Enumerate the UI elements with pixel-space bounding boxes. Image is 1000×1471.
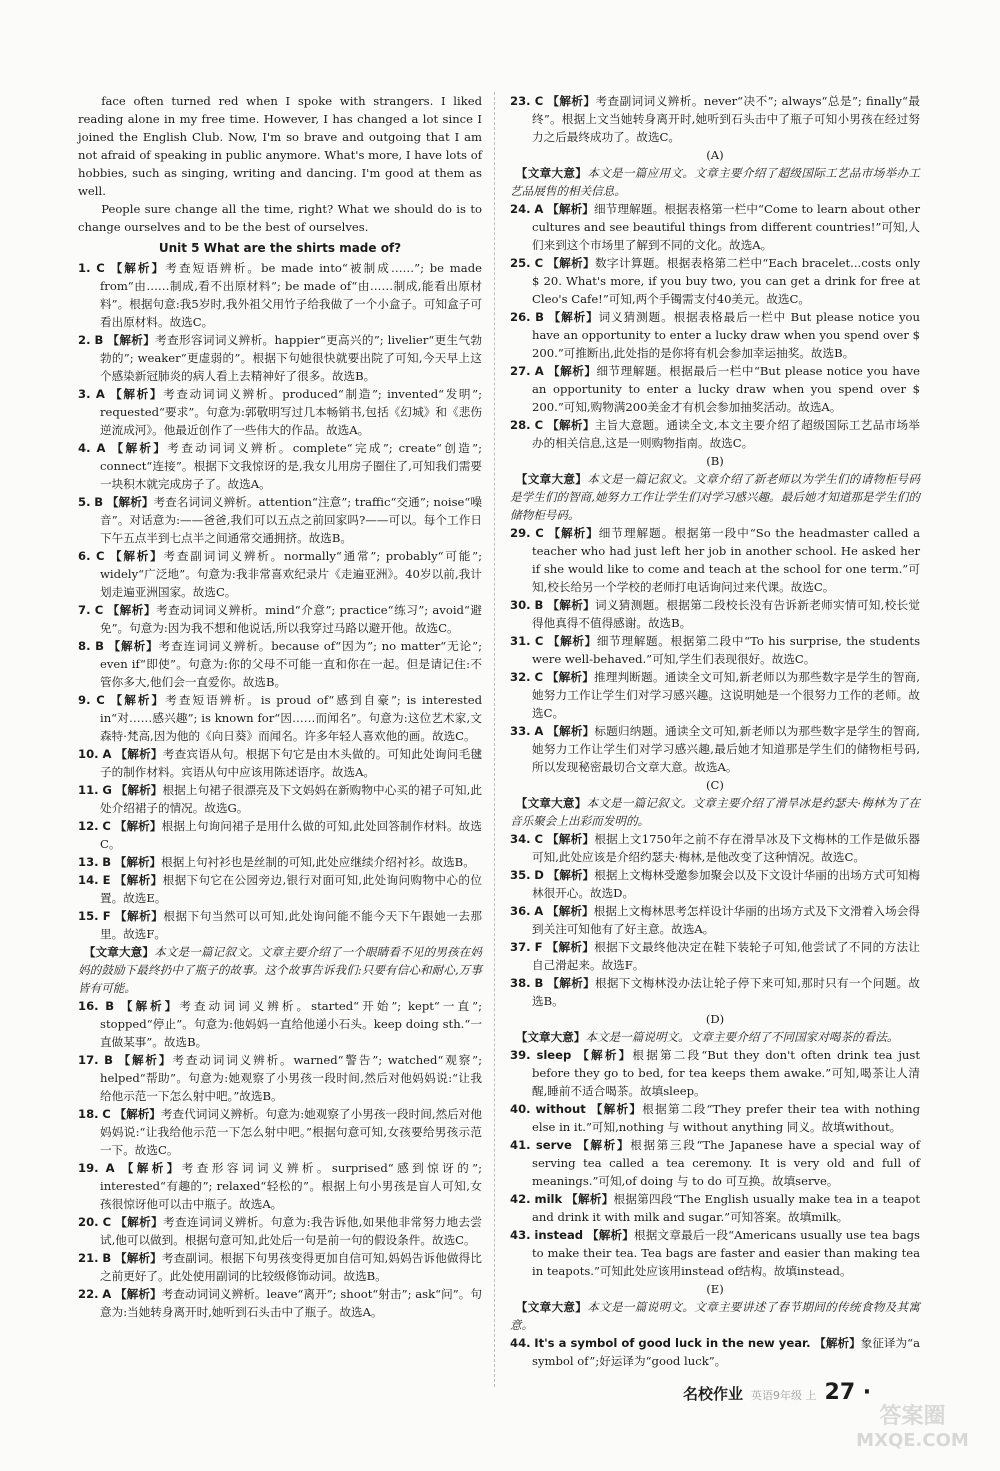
- answer-number: 16.: [78, 999, 99, 1013]
- answer-item: [510, 830, 920, 866]
- answer-key: G: [102, 783, 112, 797]
- answer-number: 32.: [510, 670, 531, 684]
- answer-item: [78, 1105, 482, 1159]
- answer-key: B: [104, 1053, 113, 1067]
- answer-key: A: [534, 202, 544, 216]
- answer-key: A: [95, 387, 105, 401]
- answer-item: [78, 1159, 482, 1213]
- summary-tag: 【文章大意】: [515, 796, 587, 810]
- answer-item: [510, 722, 920, 776]
- answer-number: 22.: [78, 1287, 99, 1301]
- analysis-text: 考查连词词义辨析。句意为:我告诉他,如果他非常努力地去尝试,他可以做到。根据句意可知,此处后一句是前一句的假设条件。故选C。: [100, 1215, 483, 1247]
- answer-item: [78, 601, 482, 637]
- answer-item: [510, 1190, 920, 1226]
- answer-key: B: [534, 976, 544, 990]
- answer-key: E: [102, 873, 111, 887]
- answer-key: C: [102, 1107, 111, 1121]
- analysis-tag: 【解析】: [115, 747, 163, 761]
- answer-list: [510, 1046, 920, 1280]
- answer-key: B: [95, 639, 104, 653]
- answer-number: 25.: [510, 256, 531, 270]
- answer-number: 21.: [78, 1251, 99, 1265]
- analysis-tag: 【解析】: [109, 549, 164, 563]
- answer-number: 10.: [78, 747, 99, 761]
- answer-key: C: [96, 693, 105, 707]
- answer-number: 43.: [510, 1228, 531, 1242]
- summary: [510, 1298, 920, 1334]
- analysis-tag: 【解析】: [114, 1107, 161, 1121]
- section-label: (C): [706, 778, 724, 792]
- analysis-text: 细节理解题。根据第一段中“So the headmaster called a teacher who had just left her job in another school. He asked her if she would like to come and teach at the school for one term.”可知,校长给另一个学校的老师打电话询问过来代课。故选C。: [532, 526, 920, 594]
- analysis-text: 考查短语辨析。be made into“被制成……”; be made from“由……制成,看不出原材料”; be made of“由……制成,能看出原材料”。根据句意:我5岁时,我外祖父用竹子给我做了一个小盒子。可知盒子可看出原材料。故选C。: [100, 261, 482, 329]
- answer-number: 13.: [78, 855, 99, 869]
- analysis-text: 考查动词词义辨析。complete“完成”; create“创造”; connect“连接”。根据下文我惊讶的是,我女儿用房子圈住了,可知我们需要一块积木就完成房子了。故选A。: [100, 441, 482, 491]
- answer-number: 34.: [510, 832, 531, 846]
- answer-item: [510, 1046, 920, 1100]
- section-label: (B): [706, 454, 724, 468]
- answer-item: [78, 745, 482, 781]
- answer-key: B: [94, 495, 104, 509]
- analysis-text: 考查动词词义辨析。mind“介意”; practice“练习”; avoid“避免”。句意为:因为我不想和他说话,所以我穿过马路以避开他。故选C。: [100, 603, 483, 635]
- analysis-tag: 【解析】: [547, 976, 595, 990]
- analysis-tag: 【解析】: [548, 310, 599, 324]
- summary-text: 本文是一篇记叙文。文章主要介绍了一个眼睛看不见的男孩在妈妈的鼓励下最终扔中了瓶子的故事。这个故事告诉我们:只要有信心和耐心,万事皆有可能。: [78, 945, 482, 995]
- answer-key: C: [534, 832, 543, 846]
- summary-text: 本文是一篇说明文。文章主要讲述了春节期间的传统食物及其寓意。: [510, 1300, 920, 1332]
- analysis-tag: 【解析】: [546, 832, 595, 846]
- answer-key: C: [534, 256, 544, 270]
- analysis-tag: 【解析】: [586, 1228, 635, 1242]
- answer-item: [510, 596, 920, 632]
- analysis-text: 考查形容词词义辨析。happier“更高兴的”; livelier“更生气勃勃的”; weaker“更虚弱的”。根据下句她很快就要出院了可知,今天早上这个感染新冠肺炎的病人看上去精神好了很多。故选B。: [100, 333, 482, 383]
- answer-number: 42.: [510, 1192, 531, 1206]
- analysis-text: 根据上句询问裙子是用什么做的可知,此处回答制作材料。故选C。: [100, 819, 483, 851]
- answer-number: 27.: [510, 364, 531, 378]
- analysis-tag: 【解析】: [121, 1161, 182, 1175]
- answer-item: [510, 200, 920, 254]
- answer-key: instead: [534, 1228, 584, 1242]
- answer-item: [78, 331, 482, 385]
- summary-text: 本文是一篇应用文。文章主要介绍了超级国际工艺品市场举办工艺品展售的相关信息。: [510, 166, 920, 198]
- answer-number: 28.: [510, 418, 531, 432]
- analysis-text: 主旨大意题。通读全文,本文主要介绍了超级国际工艺品市场举办的相关信息,这是一则购物指南。故选C。: [532, 418, 921, 450]
- summary-tag: 【文章大意】: [515, 1030, 586, 1044]
- analysis-text: 根据上文梅林思考怎样设计华丽的出场方式及下文滑着入场会得到关注可知他有了好主意。故选A。: [532, 904, 920, 936]
- analysis-tag: 【解析】: [115, 1251, 162, 1265]
- analysis-tag: 【解析】: [110, 261, 166, 275]
- answer-item: [78, 259, 482, 331]
- summary: [510, 794, 920, 830]
- analysis-text: 根据下文最终他决定在鞋下装轮子可知,他尝试了不同的方法让自己滑起来。故选F。: [532, 940, 921, 972]
- analysis-tag: 【解析】: [111, 441, 168, 455]
- answer-number: 12.: [78, 819, 99, 833]
- answer-item: [510, 1226, 920, 1280]
- analysis-text: 考查动词词义辨析。warned“警告”; watched“观察”; helped“帮助”。句意为:她观察了小男孩一段时间,然后对他妈妈说:“让我给他示范一下怎么射中吧。”故选B。: [100, 1053, 483, 1103]
- watermark-url: MXQE.COM: [856, 1430, 969, 1451]
- answer-key: C: [534, 670, 543, 684]
- answer-item: [510, 308, 920, 362]
- analysis-text: 考查名词词义辨析。attention“注意”; traffic“交通”; noise“噪音”。对话意为:——爸爸,我们可以五点之前回家吗?——可以。每个工作日下午五点半到七点半之间通常交通拥挤。故选B。: [100, 495, 482, 545]
- left-column: [78, 92, 482, 1321]
- analysis-tag: 【解析】: [548, 526, 599, 540]
- answer-item: [78, 871, 482, 907]
- analysis-tag: 【解析】: [547, 868, 595, 882]
- answer-key: C: [534, 418, 544, 432]
- answer-item: [78, 1051, 482, 1105]
- analysis-tag: 【解析】: [110, 693, 166, 707]
- summary: [510, 470, 920, 524]
- summary-tag: 【文章大意】: [515, 1300, 588, 1314]
- analysis-text: 考查动词词义辨析。produced“制造”; invented“发明”; requested“要求”。句意为:郭敬明写过几本畅销书,包括《幻城》和《悲伤逆流成河》。他最近创作了一些伟大的作品。故选A。: [100, 387, 483, 437]
- answer-key: C: [534, 94, 544, 108]
- answer-item: [78, 1213, 482, 1249]
- answer-key: sleep: [536, 1048, 572, 1062]
- answer-key: B: [105, 999, 115, 1013]
- answer-key: without: [535, 1102, 586, 1116]
- analysis-text: 考查副词词义辨析。normally“通常”; probably“可能”; widely“广泛地”。句意为:我非常喜欢纪录片《走遍亚洲》。40岁以前,我计划走遍亚洲国家。故选C。: [100, 549, 482, 599]
- analysis-text: 根据第二段“They prefer their tea with nothing else in it.”可知,nothing 与 without anything 同义。故填without。: [532, 1102, 921, 1134]
- analysis-tag: 【解析】: [547, 256, 596, 270]
- summary: [510, 164, 920, 200]
- answer-key: A: [105, 1161, 115, 1175]
- answer-list: [510, 1334, 920, 1370]
- answer-number: 6.: [78, 549, 91, 563]
- answer-item: [78, 781, 482, 817]
- analysis-text: 考查连词词义辨析。because of“因为”; no matter“无论”; even if“即使”。句意为:你的父母不可能一直和你在一起。但是请记住:不管你多大,他们会一直爱你。故选B。: [100, 639, 482, 689]
- analysis-text: 标题归纳题。通读全文可知,新老师以为那些数字是学生的智商,她努力工作让学生们对学习感兴趣,最后她才知道那是学生们的储物柜号码,所以发现秘密最切合文章大意。故选A。: [532, 724, 920, 774]
- answer-key: milk: [534, 1192, 563, 1206]
- answer-key: C: [96, 261, 105, 275]
- answer-number: 9.: [78, 693, 91, 707]
- analysis-text: 考查动词词义辨析。started“开始”; kept“一直”; stopped“停止”。句意为:他妈妈一直给他递小石头。keep doing sth.“一直做某事”。故选B。: [100, 999, 482, 1049]
- answer-item: [78, 637, 482, 691]
- answer-key: A: [96, 441, 106, 455]
- answer-key: serve: [535, 1138, 572, 1152]
- answer-item: [78, 907, 482, 943]
- answer-key: C: [95, 549, 105, 563]
- analysis-tag: 【解析】: [590, 1102, 643, 1116]
- right-column: [510, 92, 920, 1370]
- summary-tag: 【文章大意】: [83, 945, 155, 959]
- answer-number: 5.: [78, 495, 91, 509]
- answer-item: [78, 493, 482, 547]
- footer-grade: 英语9年级 上: [751, 1389, 817, 1402]
- answer-key: C: [535, 526, 544, 540]
- answer-number: 18.: [78, 1107, 99, 1121]
- answer-number: 7.: [78, 603, 91, 617]
- answer-number: 17.: [78, 1053, 99, 1067]
- analysis-tag: 【解析】: [114, 873, 163, 887]
- analysis-tag: 【解析】: [114, 855, 162, 869]
- analysis-text: 考查副词词义辨析。never“决不”; always“总是”; finally“最终”。根据上文当她转身离开时,她听到石头击中了瓶子可知小男孩在经过努力之后最终成功了。故选C。: [532, 94, 921, 144]
- answer-number: 29.: [510, 526, 531, 540]
- analysis-tag: 【解析】: [114, 909, 164, 923]
- answer-number: 3.: [78, 387, 91, 401]
- summary-text: 本文是一篇记叙文。文章主要介绍了滑旱冰是约瑟夫·梅林为了在音乐聚会上出彩而发明的。: [510, 796, 920, 828]
- answer-key: It's a symbol of good luck in the new year.: [534, 1336, 811, 1350]
- analysis-text: 根据下句它在公园旁边,银行对面可知,此处询问购物中心的位置。故选E。: [100, 873, 482, 905]
- answer-key: D: [534, 868, 544, 882]
- page-number: 27 ·: [824, 1380, 872, 1405]
- answer-key: B: [94, 333, 104, 347]
- answer-item: [510, 416, 920, 452]
- analysis-text: 根据下文梅林没办法让轮子停下来可知,那时只有一个问题。故选B。: [532, 976, 921, 1008]
- analysis-tag: 【解析】: [115, 1287, 162, 1301]
- analysis-tag: 【解析】: [547, 94, 596, 108]
- section-label: (E): [706, 1282, 724, 1296]
- summary-tag: 【文章大意】: [515, 472, 588, 486]
- summary: [510, 1028, 920, 1046]
- analysis-tag: 【解析】: [814, 1336, 861, 1350]
- answer-item: [78, 997, 482, 1051]
- watermark-text: 答案圈: [879, 1404, 946, 1429]
- analysis-tag: 【解析】: [107, 333, 156, 347]
- answer-item: [510, 632, 920, 668]
- analysis-text: 根据第二段“But they don't often drink tea just before they go to bed, for tea keeps them awake.”可知,喝茶让人清醒,睡前不适合喝茶。故填sleep。: [532, 1048, 920, 1098]
- answer-number: 33.: [510, 724, 531, 738]
- answer-item: [510, 254, 920, 308]
- answer-number: 38.: [510, 976, 531, 990]
- answer-number: 11.: [78, 783, 99, 797]
- passage-paragraph: People sure change all the time, right? What we should do is to change ourselves and to be the best of ourselves.: [78, 202, 482, 234]
- answer-item: [78, 547, 482, 601]
- analysis-tag: 【解析】: [546, 670, 595, 684]
- answer-number: 39.: [510, 1048, 531, 1062]
- analysis-text: 考查副词。根据下句男孩变得更加自信可知,妈妈告诉他做得比之前更好了。此处使用副词的比较级修饰动词。故选B。: [100, 1251, 482, 1283]
- analysis-text: 推理判断题。通读全文可知,新老师以为那些数字是学生的智商,她努力工作让学生们对学习感兴趣。这说明她是一个很努力工作的老师。故选C。: [532, 670, 920, 720]
- analysis-text: 细节理解题。根据第二段中“To his surprise, the students were well-behaved.”可知,学生们表现很好。故选C。: [532, 634, 921, 666]
- answer-item: [78, 1249, 482, 1285]
- answer-item: [78, 439, 482, 493]
- analysis-text: 根据第三段“The Japanese have a special way of serving tea called a tea ceremony. It is very old and full of meanings.”可知,of doing 与 to do 可互换。故填serve。: [532, 1138, 921, 1188]
- summary-tag: 【文章大意】: [515, 166, 588, 180]
- answer-list: [510, 200, 920, 452]
- answer-number: 30.: [510, 598, 531, 612]
- answer-key: B: [535, 310, 544, 324]
- watermark-logo: [845, 1405, 980, 1465]
- answer-number: 4.: [78, 441, 91, 455]
- answer-item: [510, 92, 920, 146]
- answer-number: 40.: [510, 1102, 531, 1116]
- answer-number: 26.: [510, 310, 531, 324]
- analysis-tag: 【解析】: [547, 418, 595, 432]
- analysis-text: 词义猜测题。根据表格最后一栏中 But please notice you have an opportunity to enter a lucky draw when you spend over $ 200.”可推断出,此处指的是你将有机会参加幸运抽奖。故选B。: [532, 310, 920, 360]
- analysis-text: 根据上文1750年之前不存在滑旱冰及下文梅林的工作是做乐器可知,此处应该是介绍约瑟夫·梅林,是他改变了这种情况。故选C。: [532, 832, 920, 864]
- answer-key: C: [102, 819, 111, 833]
- answer-item: [510, 524, 920, 596]
- answer-number: 2.: [78, 333, 91, 347]
- answer-item: [510, 1100, 920, 1136]
- answer-list: [78, 259, 482, 943]
- analysis-tag: 【解析】: [547, 904, 594, 918]
- analysis-tag: 【解析】: [547, 634, 597, 648]
- analysis-tag: 【解析】: [108, 639, 159, 653]
- answer-item: [510, 938, 920, 974]
- analysis-text: 考查代词词义辨析。句意为:她观察了小男孩一段时间,然后对他妈妈说:“让我给他示范一下怎么射中吧。”根据句意可知,女孩要给男孩示范一下。故选C。: [100, 1107, 482, 1157]
- answer-number: 1.: [78, 261, 91, 275]
- analysis-tag: 【解析】: [566, 1192, 614, 1206]
- analysis-tag: 【解析】: [547, 202, 595, 216]
- analysis-text: 词义猜测题。根据第二段校长没有告诉新老师实情可知,校长觉得他真得不值得感谢。故选B。: [532, 598, 921, 630]
- analysis-tag: 【解析】: [118, 1053, 173, 1067]
- analysis-tag: 【解析】: [107, 603, 156, 617]
- answer-key: F: [102, 909, 111, 923]
- analysis-tag: 【解析】: [110, 387, 164, 401]
- footer-brand: 名校作业: [683, 1385, 744, 1403]
- section-label: (A): [706, 148, 724, 162]
- answer-number: 19.: [78, 1161, 99, 1175]
- page-footer: [683, 1380, 871, 1405]
- analysis-tag: 【解析】: [106, 495, 154, 509]
- answer-number: 23.: [510, 94, 531, 108]
- column-divider: [494, 92, 496, 1387]
- answer-key: A: [534, 724, 544, 738]
- summary: [78, 943, 482, 997]
- analysis-text: 数字计算题。根据表格第二栏中“Each bracelet...costs only $ 20. What's more, if you buy two, you can get a drink for free at Cleo's Cafe!”可知,两个手镯需支付40美元。故选C。: [532, 256, 921, 306]
- analysis-text: 根据上句衬衫也是丝制的可知,此处应继续介绍衬衫。故选B。: [161, 855, 475, 869]
- answer-list: [510, 830, 920, 1010]
- answer-key: B: [102, 855, 112, 869]
- summary-text: 本文是一篇说明文。文章主要介绍了不同国家对喝茶的看法。: [585, 1030, 899, 1044]
- answer-item: [510, 902, 920, 938]
- answer-list: [510, 524, 920, 776]
- answer-key: B: [534, 598, 544, 612]
- analysis-tag: 【解析】: [115, 1215, 164, 1229]
- analysis-tag: 【解析】: [115, 783, 163, 797]
- answer-item: [510, 362, 920, 416]
- answer-number: 31.: [510, 634, 531, 648]
- analysis-tag: 【解析】: [577, 1138, 631, 1152]
- analysis-tag: 【解析】: [114, 819, 162, 833]
- answer-key: A: [534, 364, 544, 378]
- answer-key: B: [102, 1251, 112, 1265]
- analysis-tag: 【解析】: [120, 999, 180, 1013]
- answer-number: 36.: [510, 904, 531, 918]
- answer-number: 15.: [78, 909, 99, 923]
- section-label: (D): [705, 1012, 725, 1026]
- answer-item: [78, 1285, 482, 1321]
- answer-key: A: [102, 1287, 112, 1301]
- answer-key: F: [534, 940, 543, 954]
- answer-item: [510, 974, 920, 1010]
- answer-item: [78, 691, 482, 745]
- answer-number: 41.: [510, 1138, 531, 1152]
- analysis-text: 细节理解题。根据最后一栏中“But please notice you have an opportunity to enter a lucky draw when you spend over $ 200.”可知,购物满200美金才有机会参加抽奖活动。故选A。: [532, 364, 921, 414]
- passage-paragraph: face often turned red when I spoke with strangers. I liked reading alone in my free time. However, I has changed a lot since I joined the English Club. Now, I'm so brave and outgoing that I am not afraid of speaking in public anymore. What's more, I have lots of hobbies, such as singing, writing and dancing. I'm good at them as well.: [78, 94, 482, 198]
- analysis-tag: 【解析】: [547, 724, 595, 738]
- answer-item: [510, 1136, 920, 1190]
- analysis-text: 象征译为“a symbol of”;好运译为“good luck”。: [532, 1336, 921, 1368]
- answer-item: [78, 385, 482, 439]
- answer-list: [510, 92, 920, 146]
- answer-number: 14.: [78, 873, 99, 887]
- answer-number: 35.: [510, 868, 531, 882]
- analysis-tag: 【解析】: [546, 940, 595, 954]
- answer-number: 20.: [78, 1215, 99, 1229]
- analysis-text: 细节理解题。根据表格第一栏中“Come to learn about other cultures and see beautiful things from different countries!”可知,人们来到这个市场里了解到不同的文化。故选A。: [532, 202, 920, 252]
- answer-key: A: [534, 904, 544, 918]
- answer-key: C: [94, 603, 104, 617]
- answer-list: [78, 997, 482, 1321]
- answer-item: [510, 1334, 920, 1370]
- analysis-text: 考查宾语从句。根据下句它是由木头做的。可知此处询问毛毽子的制作材料。宾语从句中应该用陈述语序。故选A。: [100, 747, 483, 779]
- answer-item: [78, 853, 482, 871]
- answer-key: A: [102, 747, 112, 761]
- analysis-text: 考查动词词义辨析。leave“离开”; shoot“射击”; ask“问”。句意为:当她转身离开时,她听到石头击中了瓶子。故选A。: [100, 1287, 482, 1319]
- answer-item: [510, 866, 920, 902]
- analysis-text: 考查短语辨析。is proud of“感到自豪”; is interested in“对……感兴趣”; is known for“因……而闻名”。句意为:这位艺术家,文森特·梵高,因为他的《向日葵》而闻名。许多年轻人喜欢他的画。故选C。: [100, 693, 482, 743]
- summary-text: 本文是一篇记叙文。文章介绍了新老师以为学生们的请物柜号码是学生们的智商,她努力工作让学生们对学习感兴趣。最后她才知道那是学生们的储物柜号码。: [510, 472, 920, 522]
- analysis-text: 根据上文梅林受邀参加聚会以及下文设计华丽的出场方式可知梅林很开心。故选D。: [532, 868, 920, 900]
- answer-number: 24.: [510, 202, 531, 216]
- analysis-tag: 【解析】: [547, 364, 597, 378]
- unit-title: Unit 5 What are the shirts made of?: [158, 241, 402, 255]
- analysis-text: 根据上句裙子很漂亮及下文妈妈在新购物中心买的裙子可知,此处介绍裙子的情况。故选G。: [100, 783, 482, 815]
- analysis-text: 根据第四段“The English usually make tea in a teapot and drink it with milk and sugar.”可知答案。故填milk。: [532, 1192, 920, 1224]
- answer-number: 8.: [78, 639, 91, 653]
- answer-key: C: [102, 1215, 112, 1229]
- analysis-tag: 【解析】: [547, 598, 595, 612]
- analysis-text: 考查形容词词义辨析。surprised“感到惊讶的”; interested“有趣的”; relaxed“轻松的”。根据上句小男孩是盲人可知,女孩很惊讶他可以击中瓶子。故选A。: [100, 1161, 482, 1211]
- analysis-text: 根据下句当然可以可知,此处询问能不能今天下午跟她一去那里。故选F。: [100, 909, 483, 941]
- answer-number: 44.: [510, 1336, 531, 1350]
- answer-item: [78, 817, 482, 853]
- analysis-tag: 【解析】: [577, 1048, 633, 1062]
- answer-key: C: [534, 634, 544, 648]
- answer-item: [510, 668, 920, 722]
- analysis-text: 根据文章最后一段“Americans usually use tea bags to make their tea. Tea bags are faster and easier than making tea in teapots.”可知此处应该用instead of结构。故填instead。: [532, 1228, 920, 1278]
- answer-number: 37.: [510, 940, 531, 954]
